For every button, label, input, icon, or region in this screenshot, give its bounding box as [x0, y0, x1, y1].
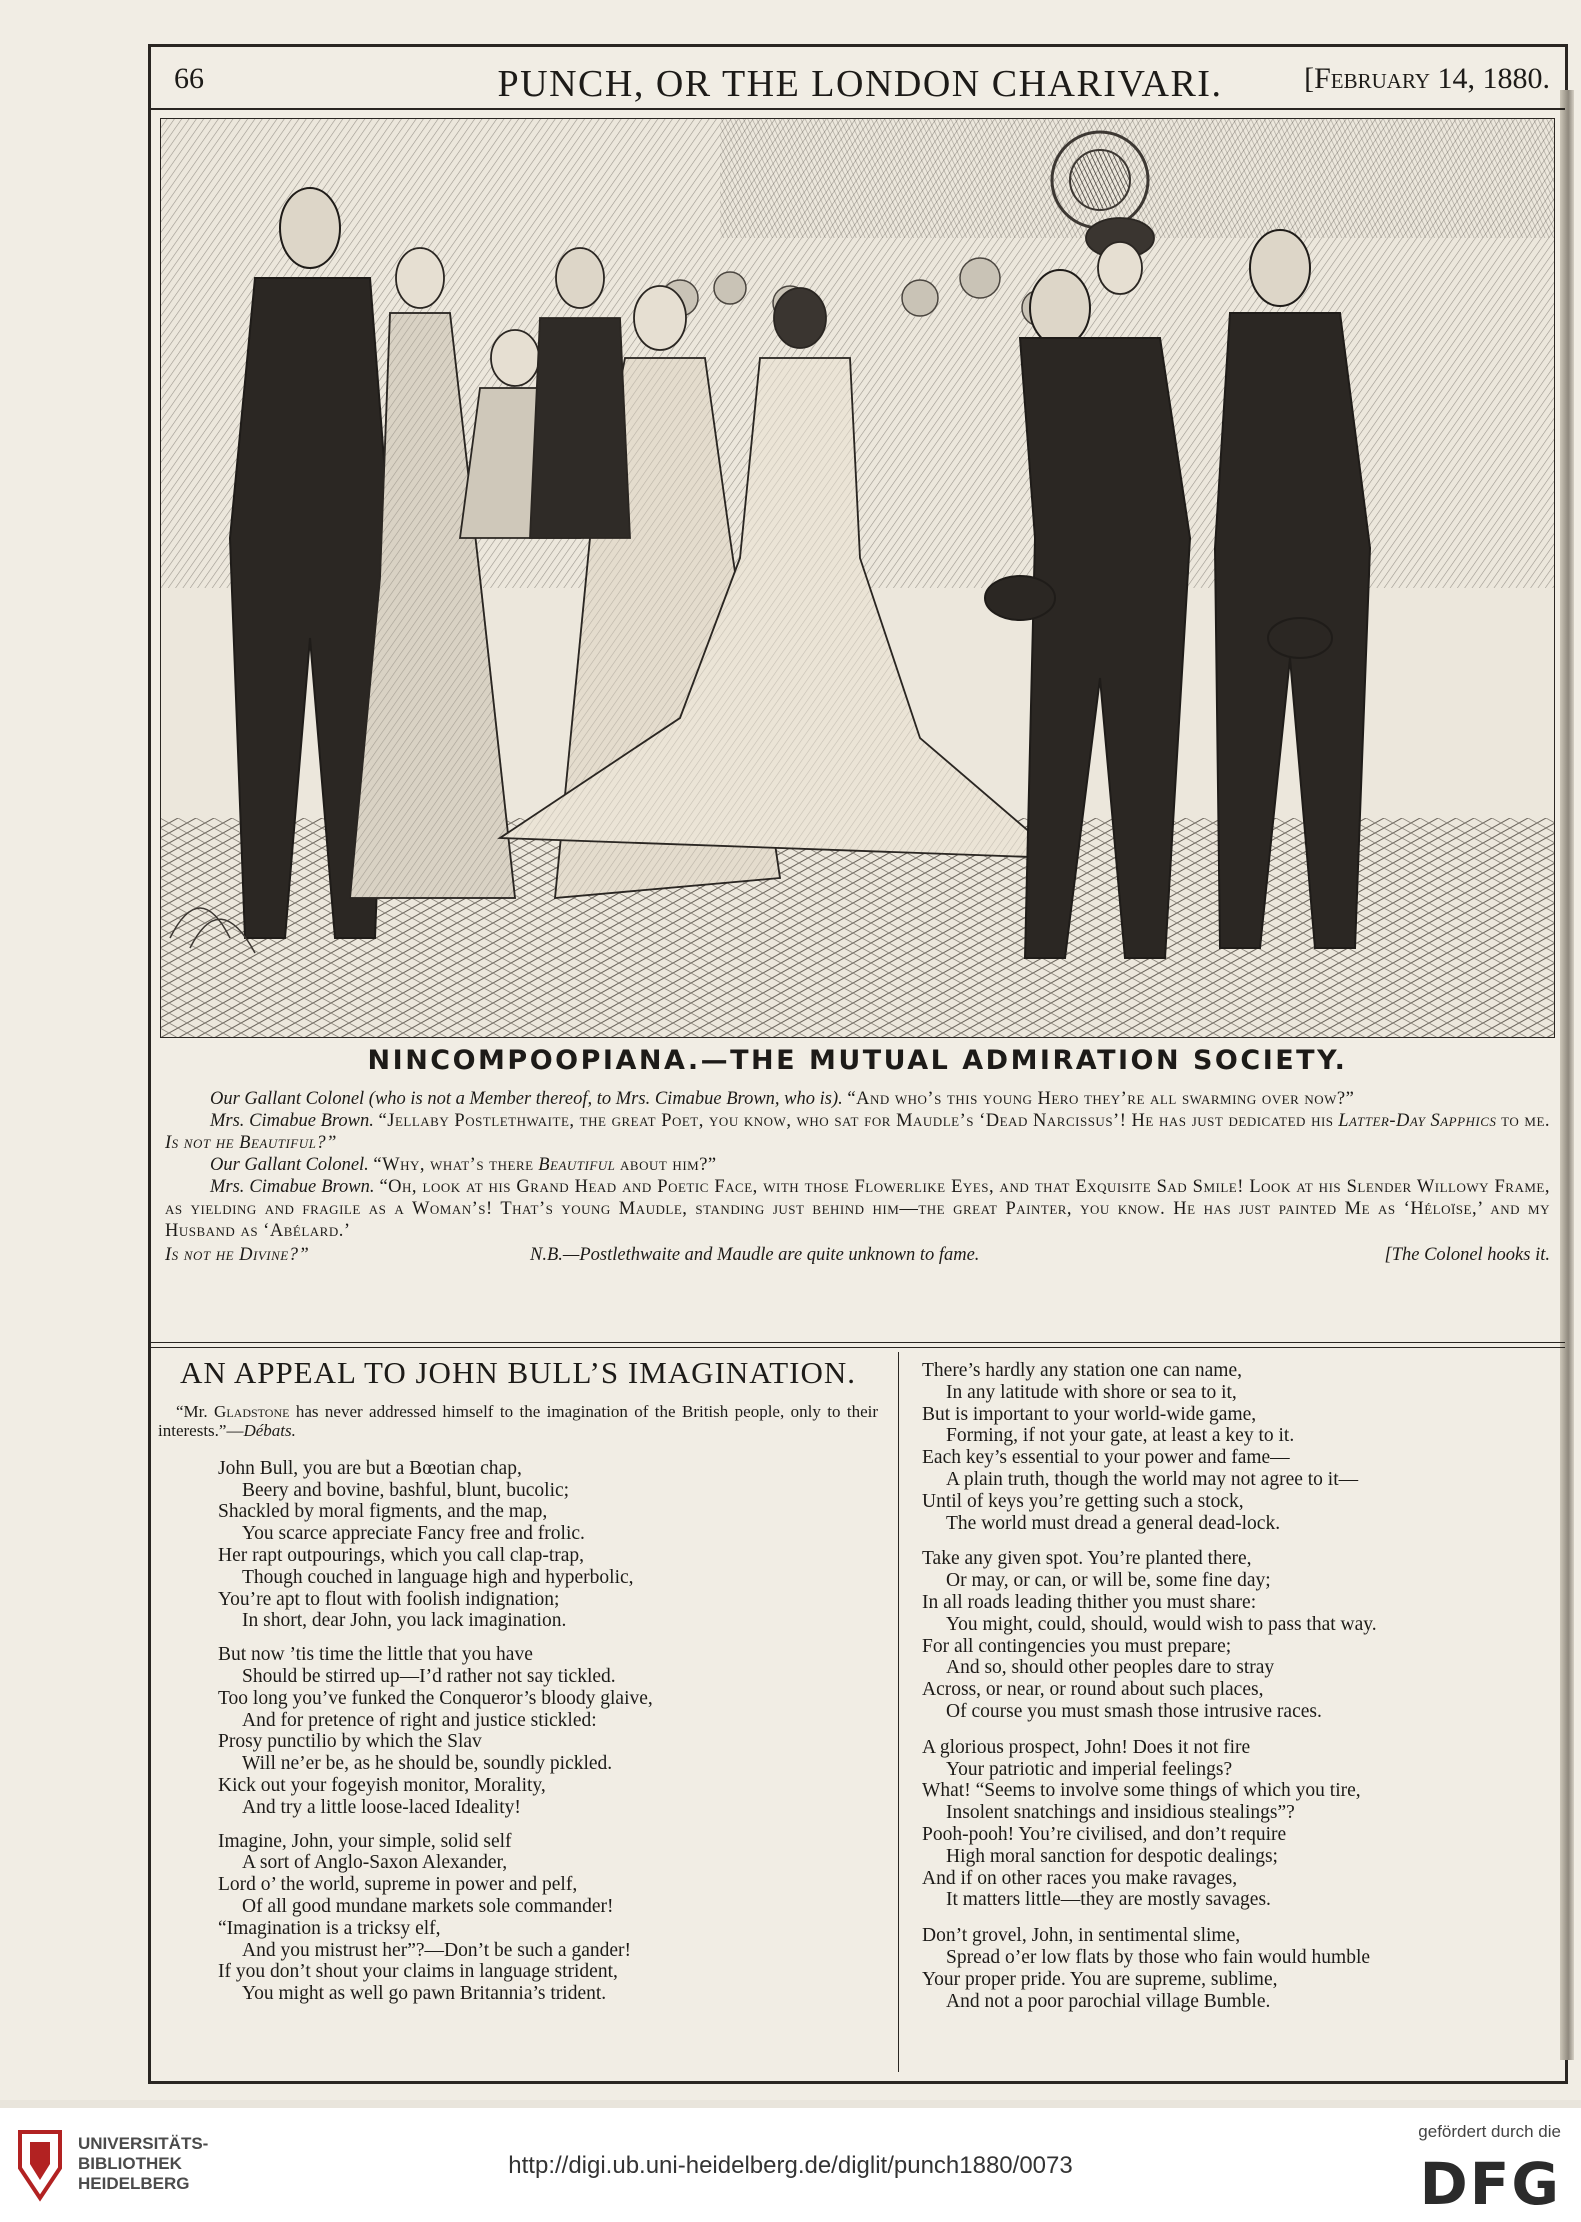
verse-line: And for pretence of right and justice stickled:	[242, 1709, 597, 1731]
verse-line: Your patriotic and imperial feelings?	[946, 1758, 1233, 1780]
speech-emphasis: Beautiful	[538, 1155, 616, 1175]
verse-line: But is important to your world-wide game,	[922, 1403, 1257, 1425]
verse-line: It matters little—they are mostly savages.	[946, 1889, 1271, 1911]
speaker: Mrs. Cimabue Brown.	[210, 1111, 374, 1131]
section-rule	[150, 1342, 1565, 1348]
verse-line: Should be stirred up—I’d rather not say tickled.	[242, 1665, 616, 1687]
verse-stanza	[922, 1360, 1542, 1534]
epigraph-text: “Mr.	[176, 1401, 208, 1421]
verse-line: You’re apt to flout with foolish indignation;	[218, 1588, 560, 1610]
verse-stanza	[922, 1925, 1542, 2012]
verse-line: Will ne’er be, as he should be, soundly pickled.	[242, 1753, 613, 1775]
speaker: Our Gallant Colonel	[210, 1089, 365, 1109]
verse-line: Imagine, John, your simple, solid self	[218, 1830, 512, 1852]
dialogue-line	[165, 1154, 1550, 1176]
verse-line: Insolent snatchings and insidious stealings”?	[946, 1802, 1295, 1824]
running-title: PUNCH, OR THE LONDON CHARIVARI.	[497, 63, 1223, 105]
verse-line: Your proper pride. You are supreme, sublime,	[922, 1968, 1278, 1990]
epigraph-text: has never addressed himself to the imagination of the British people, only to their interests.”—	[158, 1401, 879, 1440]
verse-line: And so, should other peoples dare to stray	[946, 1657, 1275, 1679]
verse-line: Though couched in language high and hyperbolic,	[242, 1566, 634, 1588]
dialogue-closing	[165, 1242, 1550, 1268]
poem-title: Latter-Day Sapphics	[1338, 1111, 1497, 1131]
verse-line: Of course you must smash those intrusive races.	[946, 1700, 1322, 1722]
issue-date: [February 14, 1880.	[1304, 62, 1550, 95]
column-rule	[898, 1352, 899, 2072]
verse-line: Beery and bovine, bashful, blunt, bucolic;	[242, 1479, 570, 1501]
speech-emphasis: Is not he Divine?”	[165, 1245, 310, 1265]
speech: “And who’s this young Hero they’re all swarming over now?”	[847, 1089, 1355, 1109]
epigraph	[158, 1402, 878, 1440]
source-url[interactable]: http://digi.ub.uni-heidelberg.de/diglit/punch1880/0073	[508, 2152, 1073, 2179]
speech: “Jellaby Postlethwaite, the great Poet, you know, who sat for Maudle’s ‘Dead Narcissus’! He has just dedicated his	[378, 1111, 1334, 1131]
verse-line: Each key’s essential to your power and fame—	[922, 1447, 1290, 1469]
verse-line: Don’t grovel, John, in sentimental slime,	[922, 1925, 1241, 1947]
illustration-svg	[160, 118, 1555, 1038]
speaker: Mrs. Cimabue Brown.	[210, 1177, 375, 1197]
verse-line: John Bull, you are but a Bœotian chap,	[218, 1457, 522, 1479]
library-name-line: UNIVERSITÄTS-	[78, 2134, 209, 2153]
verse-line: Until of keys you’re getting such a stock,	[922, 1490, 1244, 1512]
dialogue-line	[165, 1110, 1550, 1154]
verse-line: What! “Seems to involve some things of which you tire,	[922, 1780, 1361, 1802]
article-right-column	[922, 1360, 1542, 2026]
verse-line: Of all good mundane markets sole commander!	[242, 1895, 614, 1917]
verse-stanza	[922, 1548, 1542, 1722]
nota-bene: N.B.—Postlethwaite and Maudle are quite unknown to fame.	[530, 1245, 980, 1265]
article-title: AN APPEAL TO JOHN BULL’S IMAGINATION.	[180, 1355, 856, 1390]
verse-line: A sort of Anglo-Saxon Alexander,	[242, 1852, 508, 1874]
dialogue-line	[165, 1176, 1550, 1242]
verse-line: Lord o’ the world, supreme in power and pelf,	[218, 1874, 578, 1896]
stage-direction: (who is not a Member thereof, to Mrs. Cimabue Brown, who is).	[368, 1089, 843, 1109]
library-name-line: BIBLIOTHEK	[78, 2154, 182, 2173]
verse-line: “Imagination is a tricksy elf,	[218, 1917, 441, 1939]
verse-stanza	[922, 1737, 1542, 1911]
verse-line: Prosy punctilio by which the Slav	[218, 1731, 482, 1753]
header-rule	[150, 108, 1565, 110]
verse-line: But now ’tis time the little that you have	[218, 1644, 533, 1666]
footer-bar	[0, 2108, 1581, 2222]
verse-line: Spread o’er low flats by those who fain would humble	[946, 1946, 1371, 1968]
dialogue-line	[165, 1088, 1550, 1110]
verse-line: And you mistrust her”?—Don’t be such a gander!	[242, 1939, 632, 1961]
verse-line: Pooh-pooh! You’re civilised, and don’t require	[922, 1823, 1287, 1845]
verse-line: If you don’t shout your claims in language strident,	[218, 1961, 618, 1983]
engraving-illustration-icon	[160, 118, 1555, 1038]
speech: to me.	[1501, 1111, 1551, 1131]
cartoon-title: NINCOMPOOPIANA.—THE MUTUAL ADMIRATION SOCIETY.	[367, 1045, 1348, 1076]
verse-line: In short, dear John, you lack imagination.	[242, 1610, 567, 1632]
verse-line: And not a poor parochial village Bumble.	[946, 1990, 1271, 2012]
verse-line: Take any given spot. You’re planted there,	[922, 1548, 1252, 1570]
library-name-line: HEIDELBERG	[78, 2174, 190, 2193]
verse-line: And if on other races you make ravages,	[922, 1867, 1238, 1889]
verse-line: Across, or near, or round about such places,	[922, 1679, 1264, 1701]
speech-emphasis: Is not he Beautiful?”	[165, 1133, 337, 1153]
verse-line: Shackled by moral figments, and the map,	[218, 1501, 548, 1523]
funded-by-text: gefördert durch die	[1418, 2122, 1561, 2141]
page-edge	[1560, 90, 1574, 2060]
dfg-logo: DFG	[1419, 2150, 1561, 2218]
verse-stanza	[218, 1458, 878, 1632]
verse-line: Forming, if not your gate, at least a key to it.	[946, 1425, 1295, 1447]
verse-line: A glorious prospect, John! Does it not fire	[922, 1736, 1251, 1758]
speech: about him?”	[620, 1155, 717, 1175]
left-stanzas	[158, 1458, 878, 2005]
verse-line: There’s hardly any station one can name,	[922, 1360, 1243, 1381]
stage-exit: [The Colonel hooks it.	[1384, 1245, 1550, 1265]
verse-line: You might as well go pawn Britannia’s trident.	[242, 1983, 607, 2005]
verse-line: In all roads leading thither you must share:	[922, 1591, 1257, 1613]
article-left-column	[158, 1355, 879, 2017]
verse-line: The world must dread a general dead-lock.	[946, 1512, 1281, 1534]
verse-stanza	[218, 1831, 878, 2005]
epigraph-source: Débats.	[243, 1420, 296, 1440]
verse-line: Her rapt outpourings, which you call clap-trap,	[218, 1544, 585, 1566]
verse-line: For all contingencies you must prepare;	[922, 1635, 1232, 1657]
verse-line: A plain truth, though the world may not agree to it—	[946, 1468, 1359, 1490]
verse-line: In any latitude with shore or sea to it,	[946, 1381, 1237, 1403]
verse-line: Or may, or can, or will be, some fine day;	[946, 1570, 1271, 1592]
verse-stanza	[218, 1644, 878, 1818]
verse-line: You scarce appreciate Fancy free and frolic.	[242, 1523, 585, 1545]
verse-line: High moral sanction for despotic dealings;	[946, 1845, 1278, 1867]
verse-line: You might, could, should, would wish to pass that way.	[946, 1613, 1377, 1635]
verse-line: And try a little loose-laced Ideality!	[242, 1796, 521, 1818]
verse-line: Kick out your fogeyish monitor, Morality,	[218, 1774, 546, 1796]
running-header	[170, 62, 1550, 106]
speaker: Our Gallant Colonel.	[210, 1155, 369, 1175]
cartoon-dialogue	[165, 1088, 1550, 1268]
speech: “Oh, look at his Grand Head and Poetic Face, with those Flowerlike Eyes, and that Exquisite Sad Smile! Look at his Slender Willowy Frame, as yielding and fragile as a Woman’s! That’s young Maudle, standing just behind him—the great Painter, you know. He has just painted Me as ‘Héloïse,’ and my Husband as ‘Abélard.’	[165, 1177, 1550, 1241]
speech: “Why, what’s there	[373, 1155, 534, 1175]
verse-line: Too long you’ve funked the Conqueror’s bloody glaive,	[218, 1687, 653, 1709]
epigraph-name: Gladstone	[214, 1401, 290, 1421]
page-number: 66	[174, 62, 204, 95]
